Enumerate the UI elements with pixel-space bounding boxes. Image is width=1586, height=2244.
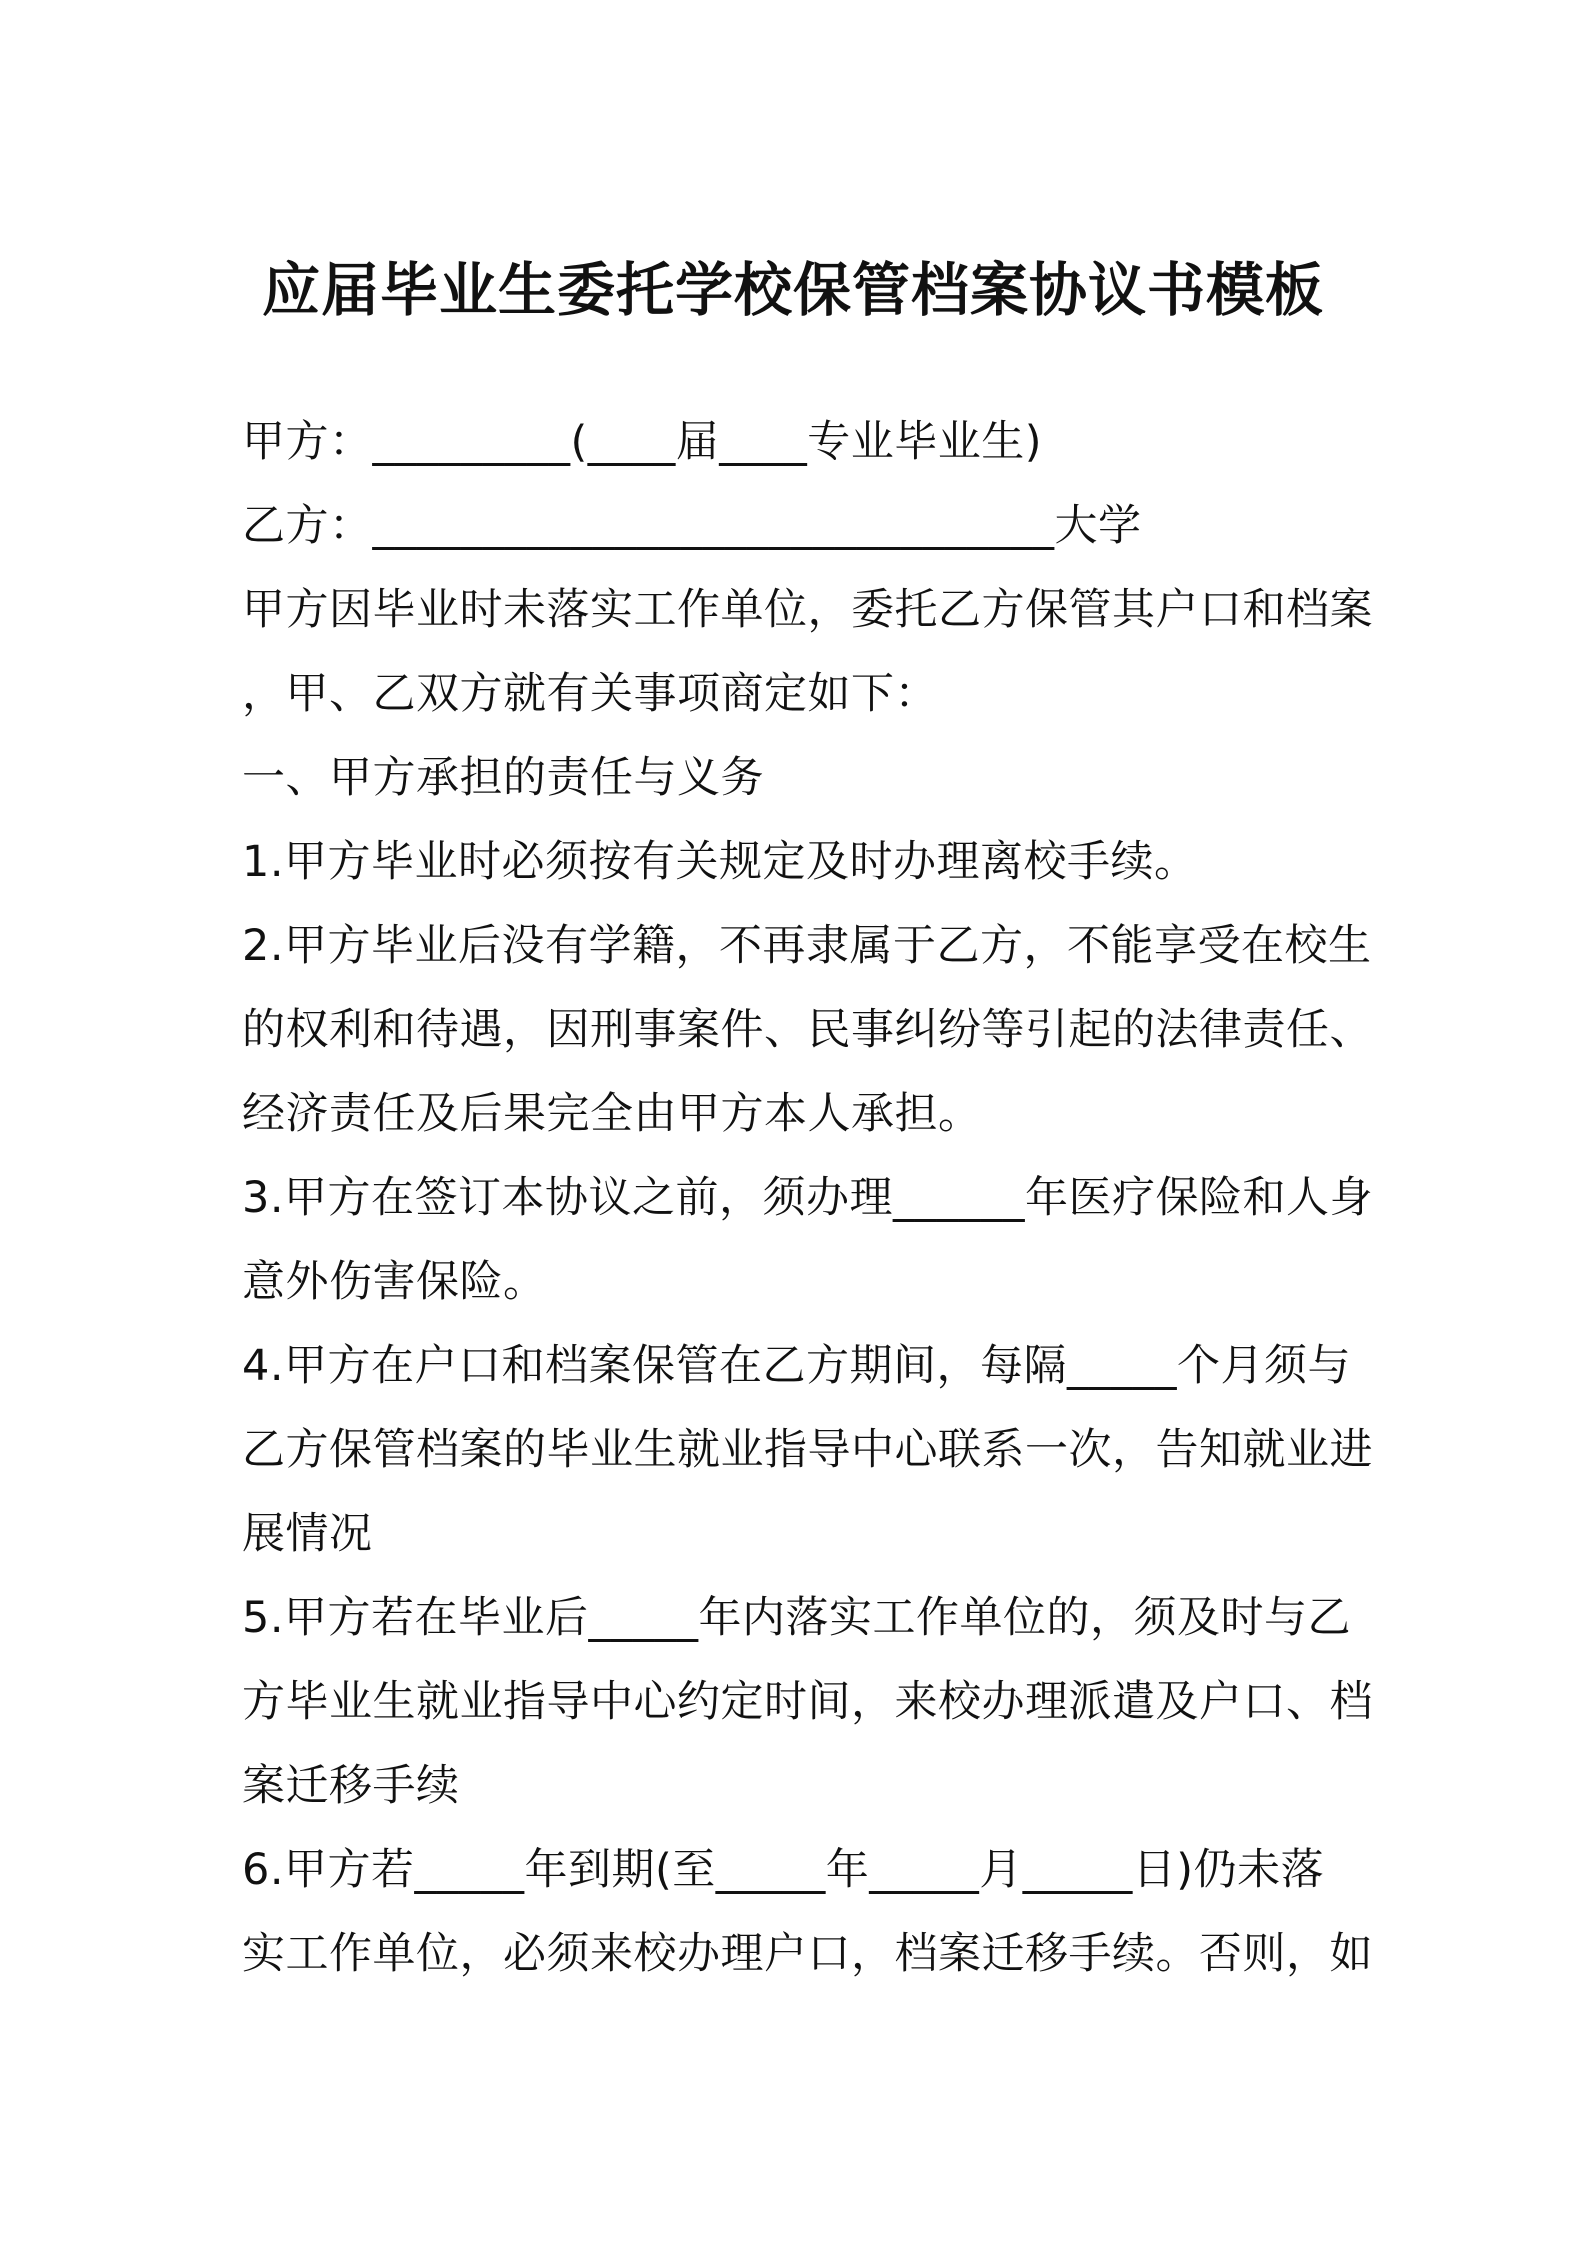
- clause-4-line-1: 4.甲方在户口和档案保管在乙方期间，每隔_____个月须与: [242, 1341, 1352, 1391]
- clause-6-line-2: 实工作单位，必须来校办理户口，档案迁移手续。否则，如: [242, 1929, 1373, 1979]
- clause-4-line-2: 乙方保管档案的毕业生就业指导中心联系一次，告知就业进: [242, 1425, 1373, 1475]
- clause-4-line-3: 展情况: [242, 1509, 373, 1559]
- document-title: 应届毕业生委托学校保管档案协议书模板: [261, 256, 1324, 324]
- clause-5-line-1: 5.甲方若在毕业后_____年内落实工作单位的，须及时与乙: [242, 1593, 1352, 1643]
- clause-5-line-3: 案迁移手续: [242, 1761, 460, 1811]
- intro-line-1: 甲方因毕业时未落实工作单位，委托乙方保管其户口和档案: [242, 585, 1373, 635]
- clause-1: 1.甲方毕业时必须按有关规定及时办理离校手续。: [242, 837, 1198, 887]
- clause-2-line-3: 经济责任及后果完全由甲方本人承担。: [242, 1089, 982, 1139]
- intro-line-2: ，甲、乙双方就有关事项商定如下：: [242, 669, 938, 719]
- clause-2-line-2: 的权利和待遇，因刑事案件、民事纠纷等引起的法律责任、: [242, 1005, 1373, 1055]
- clause-3-line-1: 3.甲方在签订本协议之前，须办理______年医疗保险和人身: [242, 1173, 1374, 1223]
- clause-3-line-2: 意外伤害保险。: [242, 1257, 547, 1307]
- clause-6-line-1: 6.甲方若_____年到期(至_____年_____月_____日)仍未落: [242, 1845, 1325, 1895]
- clause-2-line-1: 2.甲方毕业后没有学籍，不再隶属于乙方，不能享受在校生: [242, 921, 1372, 971]
- clause-5-line-2: 方毕业生就业指导中心约定时间，来校办理派遣及户口、档: [242, 1677, 1373, 1727]
- party-a-line: 甲方：_________(____届____专业毕业生): [242, 417, 1043, 467]
- section-heading: 一、甲方承担的责任与义务: [242, 753, 764, 803]
- party-b-line: 乙方：_______________________________大学: [242, 501, 1142, 551]
